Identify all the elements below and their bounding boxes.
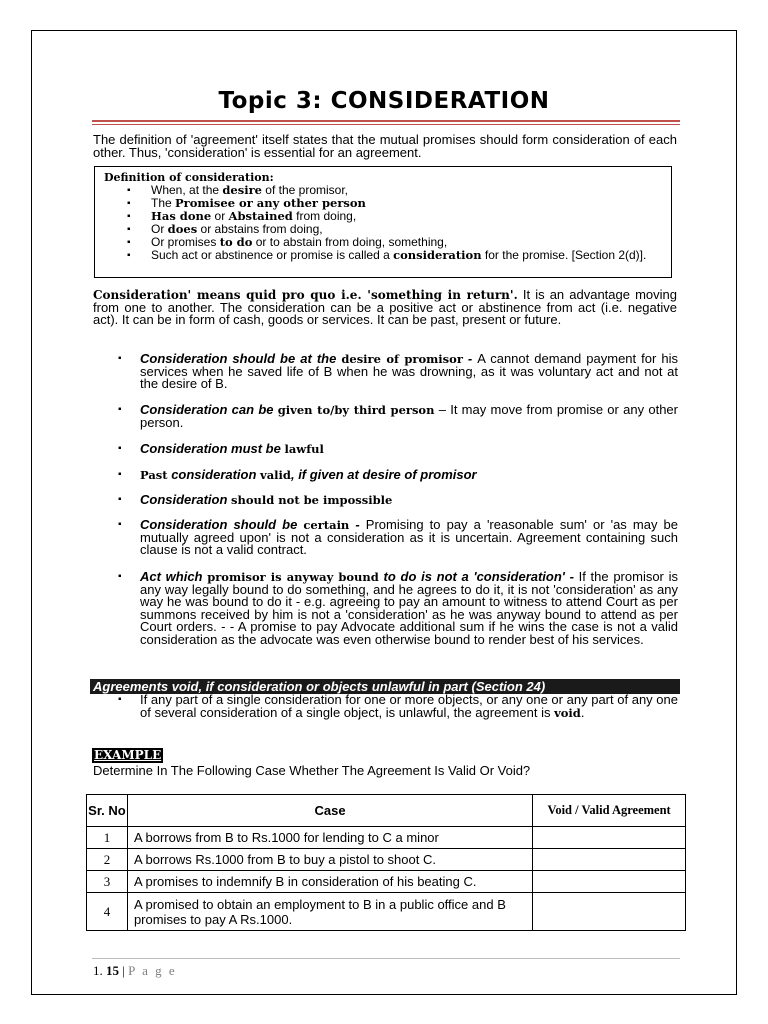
rule-item: ▪ Consideration must be lawful: [118, 443, 678, 456]
rule-item: ▪ Past consideration valid, if given at desire of promisor: [118, 469, 678, 482]
table-header-row: [87, 795, 686, 827]
rule-item: ▪ Act which promisor is anyway bound to do is not a 'consideration' - If the promisor is any way legally bound to do something, and he agrees to do it, it is not 'consideration' as any way he was bound to do it - e.g. agreeing to pay an amount to witness to attend Court as per summons received by him is not a 'consideration' as he was anyway bound to attend as per Court orders. - - A promise to pay Advocate additional sum if he wins the case is not a valid consideration as the advocate was even otherwise bound to render best of his services.: [118, 571, 678, 646]
cell-result[interactable]: [533, 871, 686, 893]
header-sr-no: Sr. No: [87, 795, 128, 827]
cell-sr: 2: [87, 849, 128, 871]
cell-sr: 4: [87, 893, 128, 931]
example-table: [86, 794, 686, 931]
rule-item: ▪ Consideration should not be impossible: [118, 494, 678, 507]
definition-item: ▪ Has done or Abstained from doing,: [127, 210, 663, 223]
meaning-paragraph: [93, 289, 677, 327]
meaning-text: It is an advantage moving from one to another. The consideration can be a positive act or abstinence from act (i.e. negative act). It can be in form of cash, goods or services. It can be past, present or future.: [93, 287, 678, 327]
table-row: [87, 849, 686, 871]
rule-item: ▪ Consideration should be certain - Promising to pay a 'reasonable sum' or 'as may be mutually agreed upon' is not a consideration as it is uncertain. Agreement containing such clause is not a valid contract.: [118, 519, 678, 557]
definition-item: ▪ Such act or abstinence or promise is called a consideration for the promise. [Section 2(d)].: [127, 249, 663, 262]
definition-box: [94, 166, 672, 278]
definition-item: ▪ When, at the desire of the promisor,: [127, 184, 663, 197]
header-void-valid: Void / Valid Agreement: [533, 795, 686, 827]
cell-sr: 3: [87, 871, 128, 893]
cell-result[interactable]: [533, 849, 686, 871]
cell-sr: 1: [87, 827, 128, 849]
footer-rule: [92, 958, 680, 959]
section24-item: ▪ If any part of a single consideration for one or more objects, or any one or any part of any one of several consideration of a single object, is unlawful, the agreement is void.: [118, 694, 678, 719]
cell-case: A promises to indemnify B in consideration of his beating C.: [127, 871, 532, 893]
definition-item: ▪ The Promisee or any other person: [127, 197, 663, 210]
meaning-bold: Consideration' means quid pro quo i.e. 'something in return'.: [93, 288, 518, 302]
cell-result[interactable]: [533, 893, 686, 931]
page-footer: 1. 15 | P a g e: [93, 963, 177, 978]
page-title: Topic 3: CONSIDERATION: [218, 88, 550, 114]
cell-case: A promised to obtain an employment to B in a public office and B promises to pay A Rs.1000.: [127, 893, 532, 931]
header-case: Case: [127, 795, 532, 827]
definition-item: ▪ Or promises to do or to abstain from doing, something,: [127, 236, 663, 249]
section24-heading: Agreements void, if consideration or objects unlawful in part (Section 24): [90, 679, 680, 694]
cell-result[interactable]: [533, 827, 686, 849]
cell-case: A borrows Rs.1000 from B to buy a pistol to shoot C.: [127, 849, 532, 871]
definition-heading: Definition of consideration:: [104, 171, 274, 184]
table-row: [87, 893, 686, 931]
table-row: [87, 827, 686, 849]
page-number: 15: [106, 963, 119, 978]
rule-item: ▪ Consideration can be given to/by third person – It may move from promise or any other person.: [118, 404, 678, 429]
cell-case: A borrows from B to Rs.1000 for lending to C a minor: [127, 827, 532, 849]
rule-item: ▪ Consideration should be at the desire of promisor - A cannot demand payment for his services when he saved life of B when he was drowning, as it was voluntary act and not at the desire of B.: [118, 353, 678, 391]
table-row: [87, 871, 686, 893]
page-word: P a g e: [128, 963, 177, 978]
example-label: EXAMPLE: [94, 748, 162, 762]
definition-list: [127, 184, 663, 262]
example-question: Determine In The Following Case Whether The Agreement Is Valid Or Void?: [93, 763, 531, 778]
definition-item: ▪ Or does or abstains from doing,: [127, 223, 663, 236]
intro-paragraph: The definition of 'agreement' itself states that the mutual promises should form consideration of each other. Thus, 'consideration' is essential for an agreement.: [93, 132, 677, 160]
title-rule-thin: [92, 124, 680, 125]
title-rule: [92, 120, 680, 122]
